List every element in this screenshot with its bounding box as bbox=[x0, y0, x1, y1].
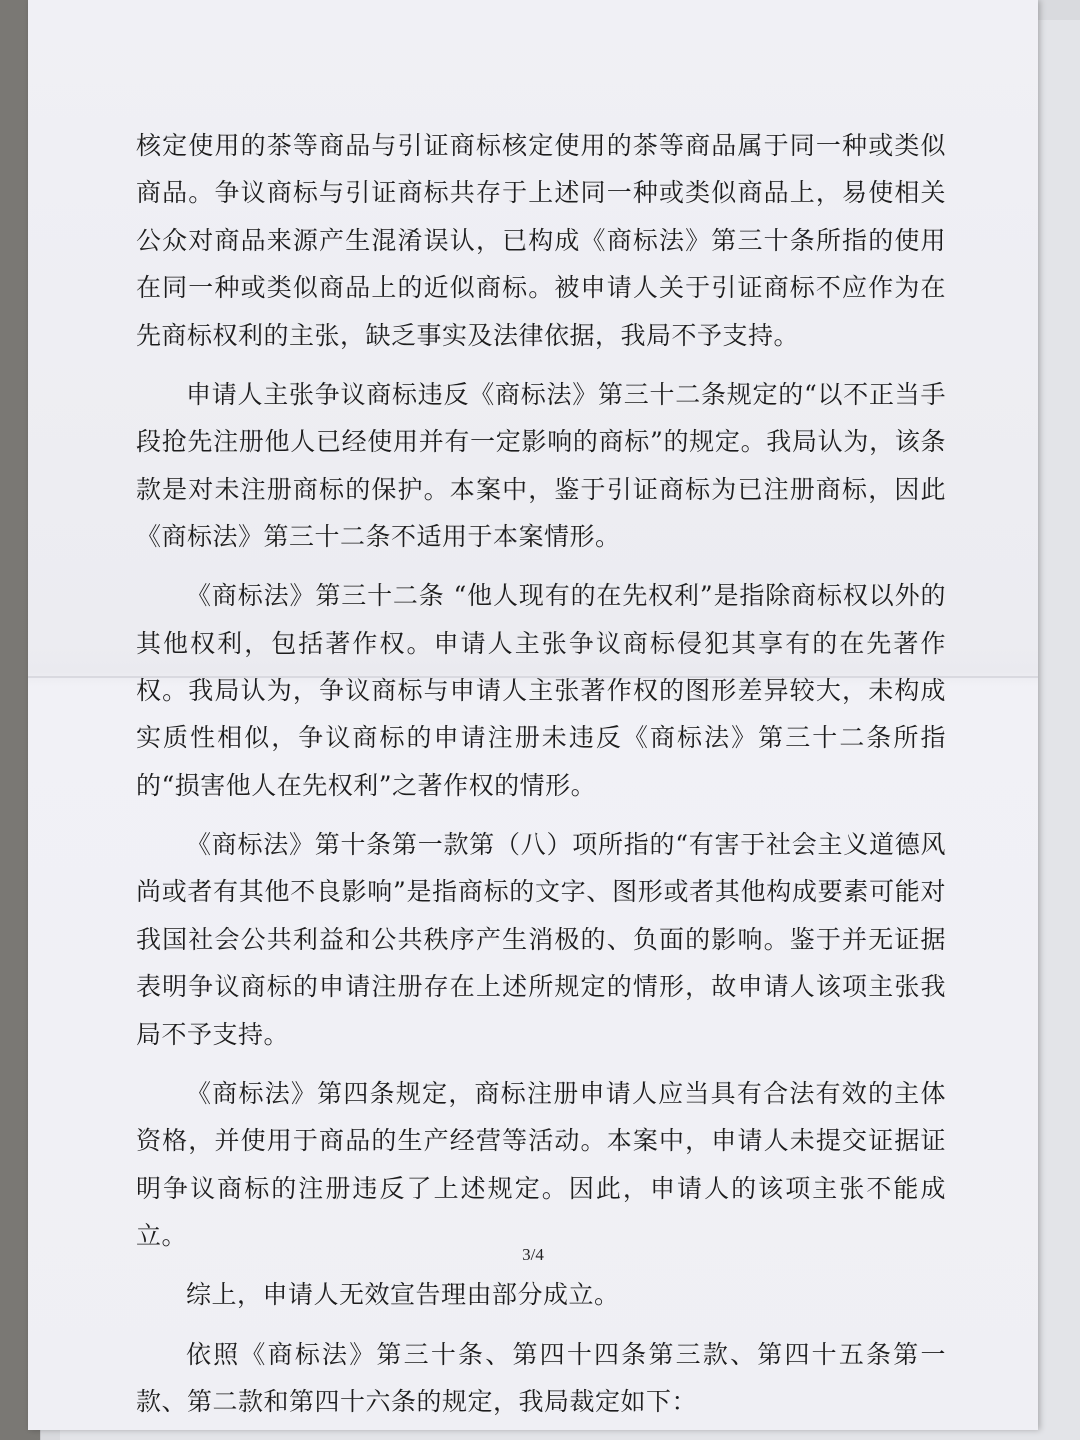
paragraph-article-10: 《商标法》第十条第一款第（八）项所指的“有害于社会主义道德风尚或者有其他不良影响”是指商标的文字、图形或者其他构成要素可能对我国社会公共利益和公共秩序产生消极的、负面的影响。鉴于并无证据表明争议商标的申请注册存在上述所规定的情形，故申请人该项主张我局不予支持。 bbox=[136, 830, 946, 1049]
paragraph-article-4: 《商标法》第四条规定，商标注册申请人应当具有合法有效的主体资格，并使用于商品的生产经营等活动。本案中，申请人未提交证据证明争议商标的注册违反了上述规定。因此，申请人的该项主张不能成立。 bbox=[136, 1078, 946, 1251]
paragraph-ruling-basis: 依照《商标法》第三十条、第四十四条第三款、第四十五条第一款、第二款和第四十六条的规定，我局裁定如下： bbox=[136, 1339, 946, 1416]
paragraph-article-32-unregistered: 申请人主张争议商标违反《商标法》第三十二条规定的“以不正当手段抢先注册他人已经使用并有一定影响的商标”的规定。我局认为，该条款是对未注册商标的保护。本案中，鉴于引证商标为已注册商标，因此《商标法》第三十二条不适用于本案情形。 bbox=[136, 379, 946, 552]
paragraph-article-32-copyright: 《商标法》第三十二条 “他人现有的在先权利”是指除商标权以外的其他权利，包括著作权。申请人主张争议商标侵犯其享有的在先著作权。我局认为，争议商标与申请人主张著作权的图形差异较大，未构成实质性相似，争议商标的申请注册未违反《商标法》第三十二条所指的“损害他人在先权利”之著作权的情形。 bbox=[136, 581, 946, 800]
paragraph-summary: 综上，申请人无效宣告理由部分成立。 bbox=[186, 1280, 620, 1310]
paragraph-continued: 核定使用的茶等商品与引证商标核定使用的茶等商品属于同一种或类似商品。争议商标与引证商标共存于上述同一种或类似商品上，易使相关公众对商品来源产生混淆误认，已构成《商标法》第三十条所指的使用在同一种或类似商品上的近似商标。被申请人关于引证商标不应作为在先商标权利的主张，缺乏事实及法律依据，我局不予支持。 bbox=[136, 131, 946, 350]
document-page bbox=[28, 0, 1038, 1430]
body-text bbox=[136, 122, 946, 1437]
page-number: 3/4 bbox=[522, 1245, 544, 1264]
